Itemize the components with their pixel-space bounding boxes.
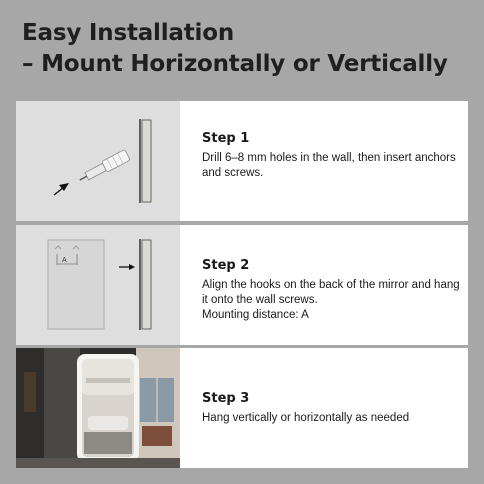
step-3-photo [16, 348, 180, 468]
step-3-card [16, 348, 468, 468]
step-2-description: Align the hooks on the back of the mirror and hang it onto the wall screws. Mounting distance: A [202, 279, 460, 321]
step-2-illustration [16, 225, 180, 345]
anchor-screw-icon [16, 101, 180, 221]
step-1-illustration [16, 101, 180, 221]
step-1-heading: Step 1 [202, 131, 250, 146]
mirror-back-icon [16, 225, 180, 345]
step-2-heading: Step 2 [202, 258, 250, 273]
step-1-description: Drill 6–8 mm holes in the wall, then insert anchors and screws. [202, 152, 456, 179]
step-2-card [16, 225, 468, 345]
page-title [22, 18, 448, 80]
step-1-card [16, 101, 468, 221]
room-with-mirror-image [16, 348, 180, 468]
step-3-description: Hang vertically or horizontally as needed [202, 412, 410, 424]
dimension-label-a: A [62, 257, 67, 264]
title-line-2: – Mount Horizontally or Vertically [22, 51, 448, 77]
title-line-1: Easy Installation [22, 20, 235, 46]
step-3-heading: Step 3 [202, 391, 250, 406]
